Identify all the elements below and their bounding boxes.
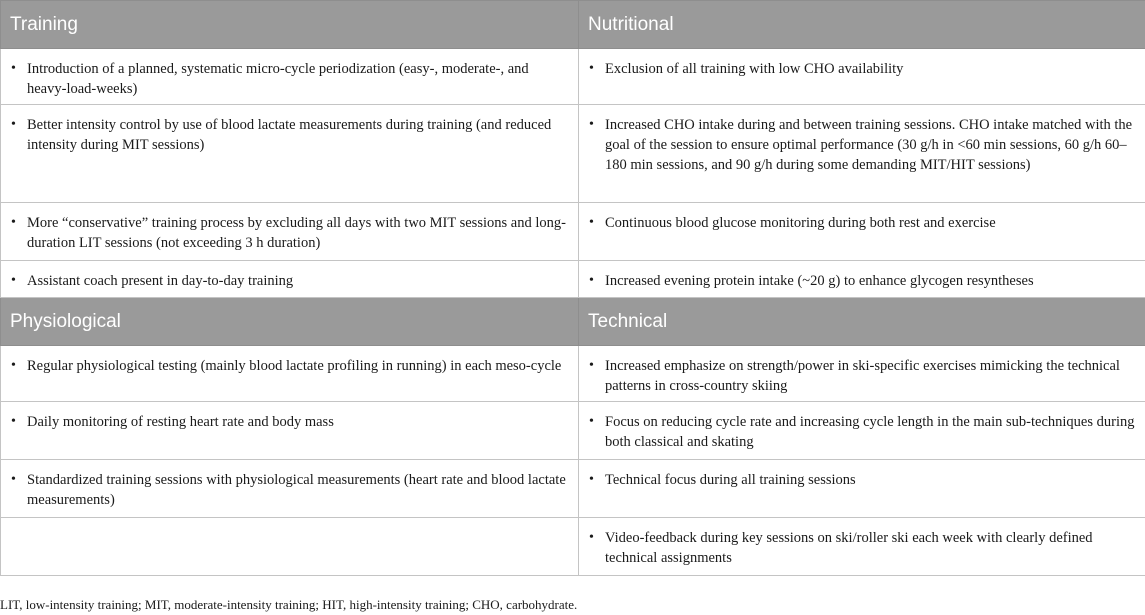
table-cell bbox=[579, 261, 1145, 298]
bullet-icon: • bbox=[11, 215, 16, 230]
table-cell bbox=[579, 518, 1145, 576]
table-cell bbox=[1, 346, 579, 402]
table-row bbox=[1, 518, 1145, 576]
cell-text: Standardized training sessions with physiological measurements (heart rate and blood lactate measurements) bbox=[27, 472, 566, 508]
table-cell bbox=[1, 49, 579, 105]
bullet-icon: • bbox=[589, 530, 594, 545]
cell-text: Video-feedback during key sessions on ski/roller ski each week with clearly defined technical assignments bbox=[605, 530, 1093, 566]
table-row bbox=[1, 49, 1145, 105]
bullet-icon: • bbox=[589, 215, 594, 230]
bullet-icon: • bbox=[11, 117, 16, 132]
cell-text: Increased evening protein intake (~20 g) to enhance glycogen resyntheses bbox=[605, 273, 1034, 289]
header-physiological: Physiological bbox=[1, 298, 579, 346]
bullet-icon: • bbox=[11, 61, 16, 76]
header-row-2 bbox=[1, 298, 1145, 346]
cell-text: Continuous blood glucose monitoring during both rest and exercise bbox=[605, 215, 996, 231]
bullet-icon: • bbox=[589, 358, 594, 373]
table-row bbox=[1, 261, 1145, 298]
cell-text: Technical focus during all training sessions bbox=[605, 472, 856, 488]
bullet-icon: • bbox=[589, 414, 594, 429]
cell-text: Regular physiological testing (mainly blood lactate profiling in running) in each meso-cycle bbox=[27, 358, 562, 374]
bullet-icon: • bbox=[589, 472, 594, 487]
table-row bbox=[1, 460, 1145, 518]
table-cell bbox=[1, 460, 579, 518]
table-row bbox=[1, 346, 1145, 402]
table-cell bbox=[1, 203, 579, 261]
table-cell bbox=[579, 460, 1145, 518]
bullet-icon: • bbox=[589, 273, 594, 288]
cell-text: Introduction of a planned, systematic micro-cycle periodization (easy-, moderate-, and heavy-load-weeks) bbox=[27, 61, 529, 97]
table-cell bbox=[579, 105, 1145, 203]
bullet-icon: • bbox=[11, 414, 16, 429]
cell-text: Better intensity control by use of blood lactate measurements during training (and reduced intensity during MIT sessions) bbox=[27, 117, 552, 153]
table-cell bbox=[1, 261, 579, 298]
header-training: Training bbox=[1, 1, 579, 49]
table-cell bbox=[579, 203, 1145, 261]
cell-text: Exclusion of all training with low CHO availability bbox=[605, 61, 904, 77]
table-cell-empty bbox=[1, 518, 579, 576]
table-row bbox=[1, 402, 1145, 460]
cell-text: Assistant coach present in day-to-day training bbox=[27, 273, 294, 289]
table-cell bbox=[579, 402, 1145, 460]
cell-text: Increased emphasize on strength/power in ski-specific exercises mimicking the technical patterns in cross-country skiing bbox=[605, 358, 1120, 394]
bullet-icon: • bbox=[589, 61, 594, 76]
cell-text: Focus on reducing cycle rate and increasing cycle length in the main sub-techniques during both classical and skating bbox=[605, 414, 1135, 450]
cell-text: Increased CHO intake during and between training sessions. CHO intake matched with the goal of the session to ensure optimal performance (30 g/h in <60 min sessions, 60 g/h 60–180 min sessions, and 90 g/h during some demanding MIT/HIT sessions) bbox=[605, 117, 1133, 173]
bullet-icon: • bbox=[589, 117, 594, 132]
table-cell bbox=[579, 346, 1145, 402]
table-cell bbox=[579, 49, 1145, 105]
table-footnote: LIT, low-intensity training; MIT, moderate-intensity training; HIT, high-intensity training; CHO, carbohydrate. bbox=[0, 597, 578, 612]
table-cell bbox=[1, 105, 579, 203]
table-row bbox=[1, 105, 1145, 203]
header-nutritional: Nutritional bbox=[579, 1, 1145, 49]
header-technical: Technical bbox=[579, 298, 1145, 346]
bullet-icon: • bbox=[11, 358, 16, 373]
cell-text: Daily monitoring of resting heart rate and body mass bbox=[27, 414, 334, 430]
cell-text: More “conservative” training process by excluding all days with two MIT sessions and long-duration LIT sessions (not exceeding 3 h duration) bbox=[27, 215, 566, 251]
bullet-icon: • bbox=[11, 273, 16, 288]
table-row bbox=[1, 203, 1145, 261]
bullet-icon: • bbox=[11, 472, 16, 487]
header-row-1 bbox=[1, 1, 1145, 49]
table-cell bbox=[1, 402, 579, 460]
